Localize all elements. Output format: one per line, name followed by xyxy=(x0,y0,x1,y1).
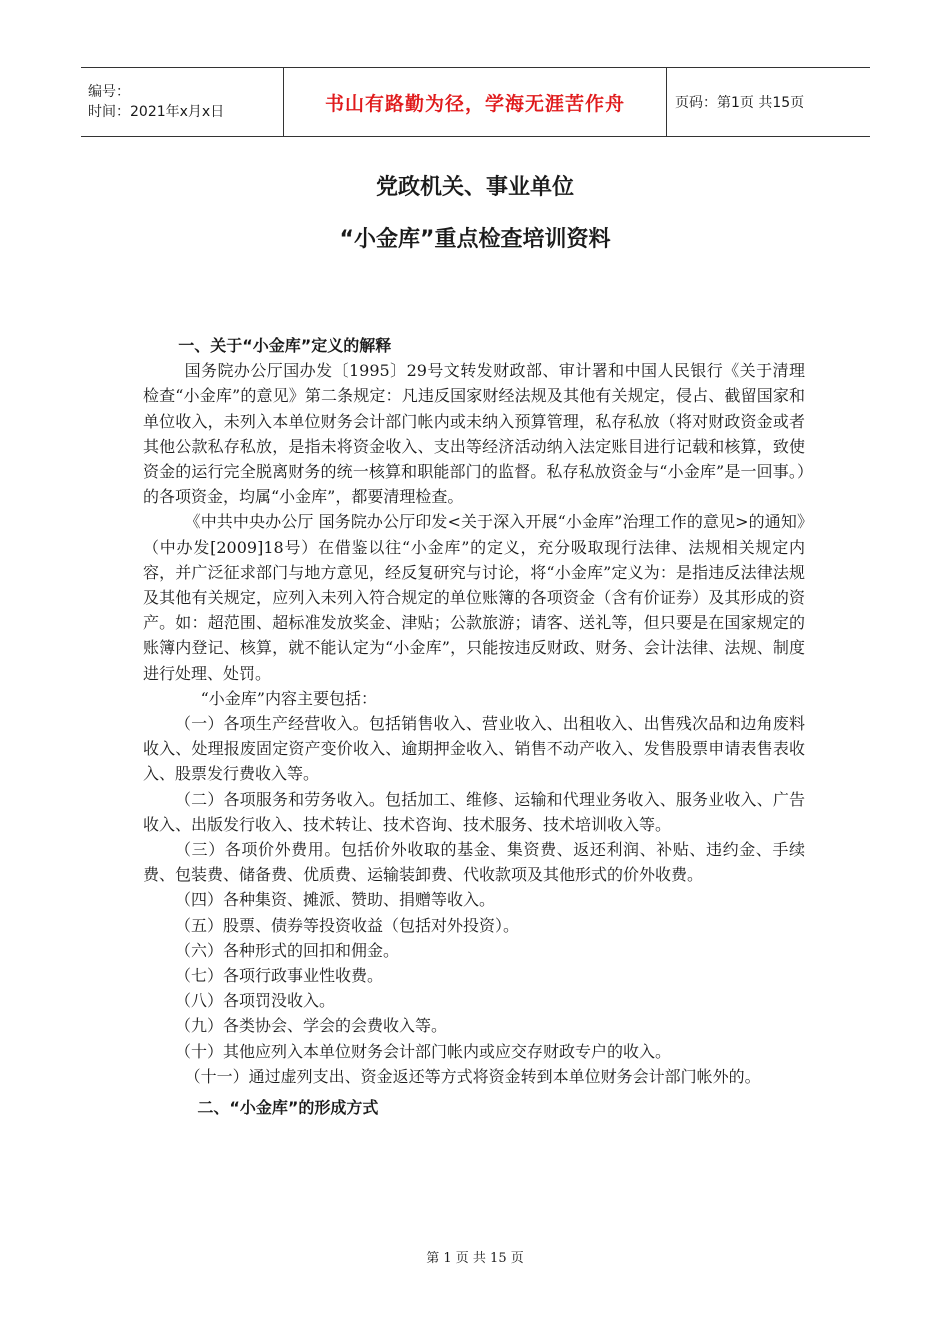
list-item: （六）各种形式的回扣和佣金。 xyxy=(175,940,400,960)
list-item: （三）各项价外费用。包括价外收取的基金、集资费、返还利润、补贴、违约金、手续费、包装费、储备费、优质费、运输装卸费、代收款项及其他形式的价外收费。 xyxy=(143,840,805,885)
list-intro: “小金库”内容主要包括： xyxy=(200,688,377,708)
document-title-line1: 党政机关、事业单位 xyxy=(375,175,574,200)
header-motto-cell xyxy=(284,68,667,136)
list-item: （十一）通过虚列支出、资金返还等方式将资金转到本单位财务会计部门帐外的。 xyxy=(184,1066,761,1086)
list-item: （七）各项行政事业性收费。 xyxy=(175,966,384,986)
list-item: （二）各项服务和劳务收入。包括加工、维修、运输和代理业务收入、服务业收入、广告收入、出版发行收入、技术转让、技术咨询、技术服务、技术培训收入等。 xyxy=(143,789,805,834)
paragraph-2: 《中共中央办公厅 国务院办公厅印发<关于深入开展“小金库”治理工作的意见>的通知》（中办发[2009]18号）在借鉴以往“小金库”的定义，充分吸取现行法律、法规相关规定内容，并广泛征求部门与地方意见，经反复研究与讨论，将“小金库”定义为：是指违反法律法规及其他有关规定，应列入未列入符合规定的单位账簿的各项资金（含有价证券）及其形成的资产。如：超范围、超标准发放奖金、津贴；公款旅游；请客、送礼等，但只要是在国家规定的账簿内登记、核算，就不能认定为“小金库”，只能按违反财政、财务、会计法律、法规、制度进行处理、处罚。 xyxy=(143,512,805,683)
section-heading-2: 二、“小金库”的形成方式 xyxy=(197,1098,379,1118)
document-number-label: 编号： xyxy=(88,84,130,100)
header-meta xyxy=(81,68,284,136)
section-heading-1: 一、关于“小金库”定义的解释 xyxy=(178,336,392,355)
page-footer: 第 1 页 共 15 页 xyxy=(426,1251,524,1266)
list-item: （十）其他应列入本单位财务会计部门帐内或应交存财政专户的收入。 xyxy=(175,1041,672,1061)
list-item: （四）各种集资、摊派、赞助、捐赠等收入。 xyxy=(175,890,496,910)
list-item: （九）各类协会、学会的会费收入等。 xyxy=(175,1016,448,1036)
list-item: （一）各项生产经营收入。包括销售收入、营业收入、出租收入、出售残次品和边角废料收入、处理报废固定资产变价收入、逾期押金收入、销售不动产收入、发售股票申请表售表收入、股票发行费收入等。 xyxy=(143,714,805,784)
header-motto: 书山有路勤为径，学海无涯苦作舟 xyxy=(324,92,625,115)
header-page-info-cell xyxy=(667,68,804,136)
paragraph-1: 国务院办公厅国办发〔1995〕29号文转发财政部、审计署和中国人民银行《关于清理检查“小金库”的意见》第二条规定：凡违反国家财经法规及其他有关规定，侵占、截留国家和单位收入，未列入本单位财务会计部门帐内或未纳入预算管理，私存私放（将对财政资金或者其他公款私存私放，是指未将资金收入、支出等经济活动纳入法定账目进行记载和核算，致使资金的运行完全脱离财务的统一核算和职能部门的监督。私存私放资金与“小金库”是一回事。）的各项资金，均属“小金库”，都要清理检查。 xyxy=(143,361,805,507)
list-item: （五）股票、债券等投资收益（包括对外投资）。 xyxy=(175,915,520,935)
document-body xyxy=(143,333,805,1120)
page-header xyxy=(81,67,870,137)
document-time-label: 时间：2021年x月x日 xyxy=(88,104,225,120)
header-page-info: 页码：第1页 共15页 xyxy=(675,95,805,111)
list-item: （八）各项罚没收入。 xyxy=(175,991,336,1011)
document-title-line2: “小金库”重点检查培训资料 xyxy=(339,227,611,252)
